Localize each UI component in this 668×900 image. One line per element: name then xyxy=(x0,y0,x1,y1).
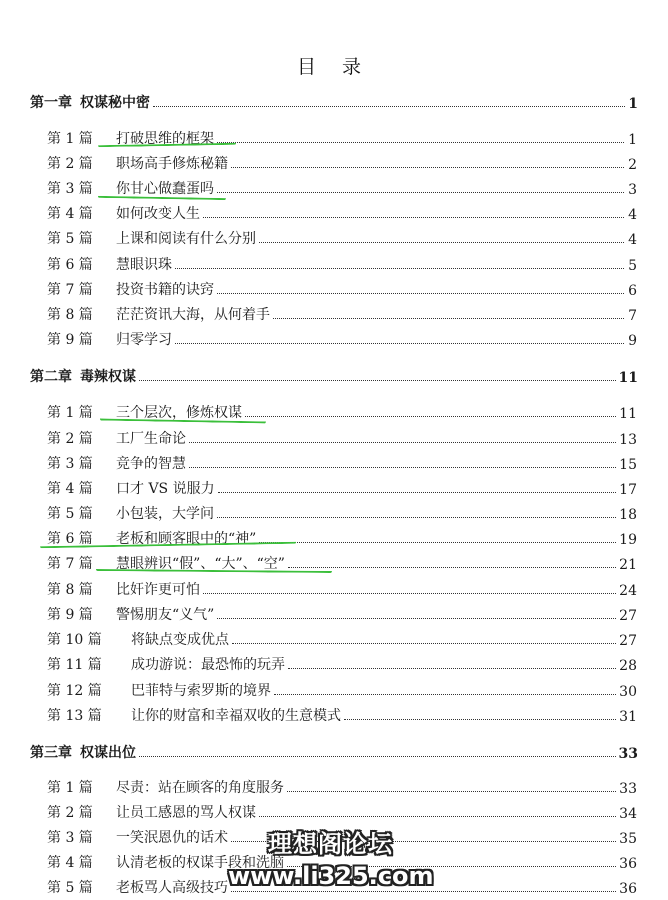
entry-label: 第 10 篇 xyxy=(47,632,102,648)
entry-label: 第 6 篇 xyxy=(47,257,93,273)
entry-page: 36 xyxy=(619,881,637,897)
toc-entry xyxy=(47,300,637,324)
entry-title: 打破思维的框架 xyxy=(116,131,214,147)
entry-label: 第 3 篇 xyxy=(47,456,93,472)
leader-dots xyxy=(288,667,616,669)
leader-dots xyxy=(217,617,616,619)
leader-dots xyxy=(217,141,624,143)
leader-dots xyxy=(175,342,624,344)
entry-title: 如何改变人生 xyxy=(116,206,200,222)
leader-dots xyxy=(218,491,617,493)
entry-page: 15 xyxy=(619,457,637,473)
chapter-page: 1 xyxy=(628,96,638,112)
watermark-forum-name: 理想阁论坛 xyxy=(268,830,393,858)
leader-dots xyxy=(287,790,616,792)
entry-label: 第 5 篇 xyxy=(47,506,93,522)
entry-title: 竞争的智慧 xyxy=(116,456,186,472)
entry-title: 一笑泯恩仇的话术 xyxy=(116,830,228,846)
entry-title: 三个层次，修炼权谋 xyxy=(116,405,242,421)
entry-page: 27 xyxy=(619,608,637,624)
entry-label: 第 3 篇 xyxy=(47,830,93,846)
entry-title: 职场高手修炼秘籍 xyxy=(116,156,228,172)
entry-page: 17 xyxy=(619,482,637,498)
toc-entry xyxy=(47,199,637,223)
entry-page: 7 xyxy=(628,308,637,324)
entry-title: 警惕朋友“义气” xyxy=(116,607,215,623)
entry-page: 2 xyxy=(628,157,637,173)
entry-page: 24 xyxy=(619,583,637,599)
entry-label: 第 5 篇 xyxy=(47,880,93,896)
toc-entry xyxy=(47,773,637,797)
entry-page: 6 xyxy=(628,283,637,299)
entry-page: 11 xyxy=(619,406,637,422)
entry-title: 让员工感恩的骂人权谋 xyxy=(116,805,256,821)
toc-entry xyxy=(47,798,637,822)
entry-page: 34 xyxy=(619,806,637,822)
chapter-label: 第三章 xyxy=(30,745,72,761)
leader-dots xyxy=(203,592,616,594)
leader-dots xyxy=(203,216,624,218)
entry-page: 1 xyxy=(628,132,637,148)
watermark-url: www.li325.com xyxy=(228,862,434,890)
leader-dots xyxy=(344,718,616,720)
entry-label: 第 9 篇 xyxy=(47,332,93,348)
entry-label: 第 4 篇 xyxy=(47,206,93,222)
entry-label: 第 7 篇 xyxy=(47,282,93,298)
leader-dots xyxy=(232,642,616,644)
entry-page: 13 xyxy=(619,432,637,448)
toc-entry xyxy=(47,449,637,473)
entry-label: 第 2 篇 xyxy=(47,431,93,447)
entry-title: 投资书籍的诀窍 xyxy=(116,282,214,298)
entry-page: 27 xyxy=(619,633,637,649)
leader-dots xyxy=(153,105,625,107)
toc-entry xyxy=(47,325,637,349)
entry-page: 5 xyxy=(628,258,637,274)
chapter-label: 第二章 xyxy=(30,369,72,385)
entry-label: 第 13 篇 xyxy=(47,708,102,724)
toc-entry xyxy=(47,275,637,299)
leader-dots xyxy=(217,191,624,193)
toc-entry xyxy=(47,676,637,700)
toc-entry xyxy=(47,600,637,624)
entry-label: 第 9 篇 xyxy=(47,607,93,623)
entry-label: 第 11 篇 xyxy=(47,657,102,673)
entry-page: 9 xyxy=(628,333,637,349)
leader-dots xyxy=(231,890,616,892)
chapter-title: 毒辣权谋 xyxy=(80,369,136,385)
chapter-page: 33 xyxy=(618,746,638,762)
entry-title: 将缺点变成优点 xyxy=(131,632,229,648)
entry-page: 31 xyxy=(619,709,637,725)
entry-title: 成功游说：最恐怖的玩弄 xyxy=(131,657,285,673)
chapter-heading xyxy=(30,88,638,112)
leader-dots xyxy=(217,292,624,294)
entry-title: 尽责：站在顾客的角度服务 xyxy=(116,780,284,796)
entry-page: 4 xyxy=(628,232,637,248)
chapter-heading xyxy=(30,738,638,762)
entry-label: 第 12 篇 xyxy=(47,683,102,699)
entry-label: 第 7 篇 xyxy=(47,556,93,572)
entry-page: 19 xyxy=(619,532,637,548)
toc-entry xyxy=(47,424,637,448)
entry-title: 认清老板的权谋手段和洗脑 xyxy=(116,855,284,871)
entry-page: 18 xyxy=(619,507,637,523)
entry-title: 老板和顾客眼中的“神” xyxy=(116,531,257,547)
leader-dots xyxy=(245,415,616,417)
entry-page: 3 xyxy=(628,182,637,198)
chapter-heading xyxy=(30,362,638,386)
entry-label: 第 6 篇 xyxy=(47,531,93,547)
entry-label: 第 4 篇 xyxy=(47,855,93,871)
entry-label: 第 1 篇 xyxy=(47,131,93,147)
chapter-title: 权谋出位 xyxy=(80,745,136,761)
entry-page: 4 xyxy=(628,207,637,223)
entry-page: 21 xyxy=(619,557,637,573)
entry-title: 比奸诈更可怕 xyxy=(116,582,200,598)
entry-title: 归零学习 xyxy=(116,332,172,348)
toc-entry xyxy=(47,701,637,725)
entry-label: 第 1 篇 xyxy=(47,405,93,421)
chapter-label: 第一章 xyxy=(30,95,72,111)
entry-label: 第 2 篇 xyxy=(47,156,93,172)
entry-title: 口才 VS 说服力 xyxy=(116,481,215,497)
entry-label: 第 8 篇 xyxy=(47,582,93,598)
entry-label: 第 3 篇 xyxy=(47,181,93,197)
entry-label: 第 2 篇 xyxy=(47,805,93,821)
leader-dots xyxy=(231,166,624,168)
leader-dots xyxy=(139,755,616,757)
entry-title: 巴菲特与索罗斯的境界 xyxy=(131,683,271,699)
toc-title: 目 录 xyxy=(296,56,372,78)
leader-dots xyxy=(259,241,624,243)
entry-label: 第 5 篇 xyxy=(47,231,93,247)
leader-dots xyxy=(175,267,624,269)
entry-title: 慧眼辨识“假”、“大”、“空” xyxy=(116,556,285,572)
toc-entry xyxy=(47,499,637,523)
leader-dots xyxy=(217,516,616,518)
leader-dots xyxy=(288,566,616,568)
entry-title: 让你的财富和幸福双收的生意模式 xyxy=(131,708,341,724)
entry-title: 你甘心做蠢蛋吗 xyxy=(116,181,214,197)
toc-entry xyxy=(47,650,637,674)
entry-title: 慧眼识珠 xyxy=(116,257,172,273)
entry-page: 33 xyxy=(619,781,637,797)
toc-entry xyxy=(47,224,637,248)
leader-dots xyxy=(274,693,616,695)
entry-page: 35 xyxy=(619,831,637,847)
entry-label: 第 1 篇 xyxy=(47,780,93,796)
entry-title: 上课和阅读有什么分别 xyxy=(116,231,256,247)
entry-title: 小包装，大学问 xyxy=(116,506,214,522)
entry-page: 30 xyxy=(619,684,637,700)
toc-entry xyxy=(47,149,637,173)
entry-label: 第 4 篇 xyxy=(47,481,93,497)
chapter-title: 权谋秘中密 xyxy=(80,95,150,111)
entry-label: 第 8 篇 xyxy=(47,307,93,323)
toc-entry xyxy=(47,625,637,649)
toc-entry xyxy=(47,474,637,498)
leader-dots xyxy=(259,541,616,543)
entry-title: 工厂生命论 xyxy=(116,431,186,447)
leader-dots xyxy=(139,379,616,381)
entry-page: 28 xyxy=(619,658,637,674)
leader-dots xyxy=(189,466,616,468)
entry-page: 36 xyxy=(619,856,637,872)
toc-entry xyxy=(47,250,637,274)
chapter-page: 11 xyxy=(618,370,638,386)
entry-title: 茫茫资讯大海，从何着手 xyxy=(116,307,270,323)
leader-dots xyxy=(273,317,624,319)
leader-dots xyxy=(189,441,616,443)
leader-dots xyxy=(259,815,616,817)
entry-title: 老板骂人高级技巧 xyxy=(116,880,228,896)
toc-entry xyxy=(47,575,637,599)
